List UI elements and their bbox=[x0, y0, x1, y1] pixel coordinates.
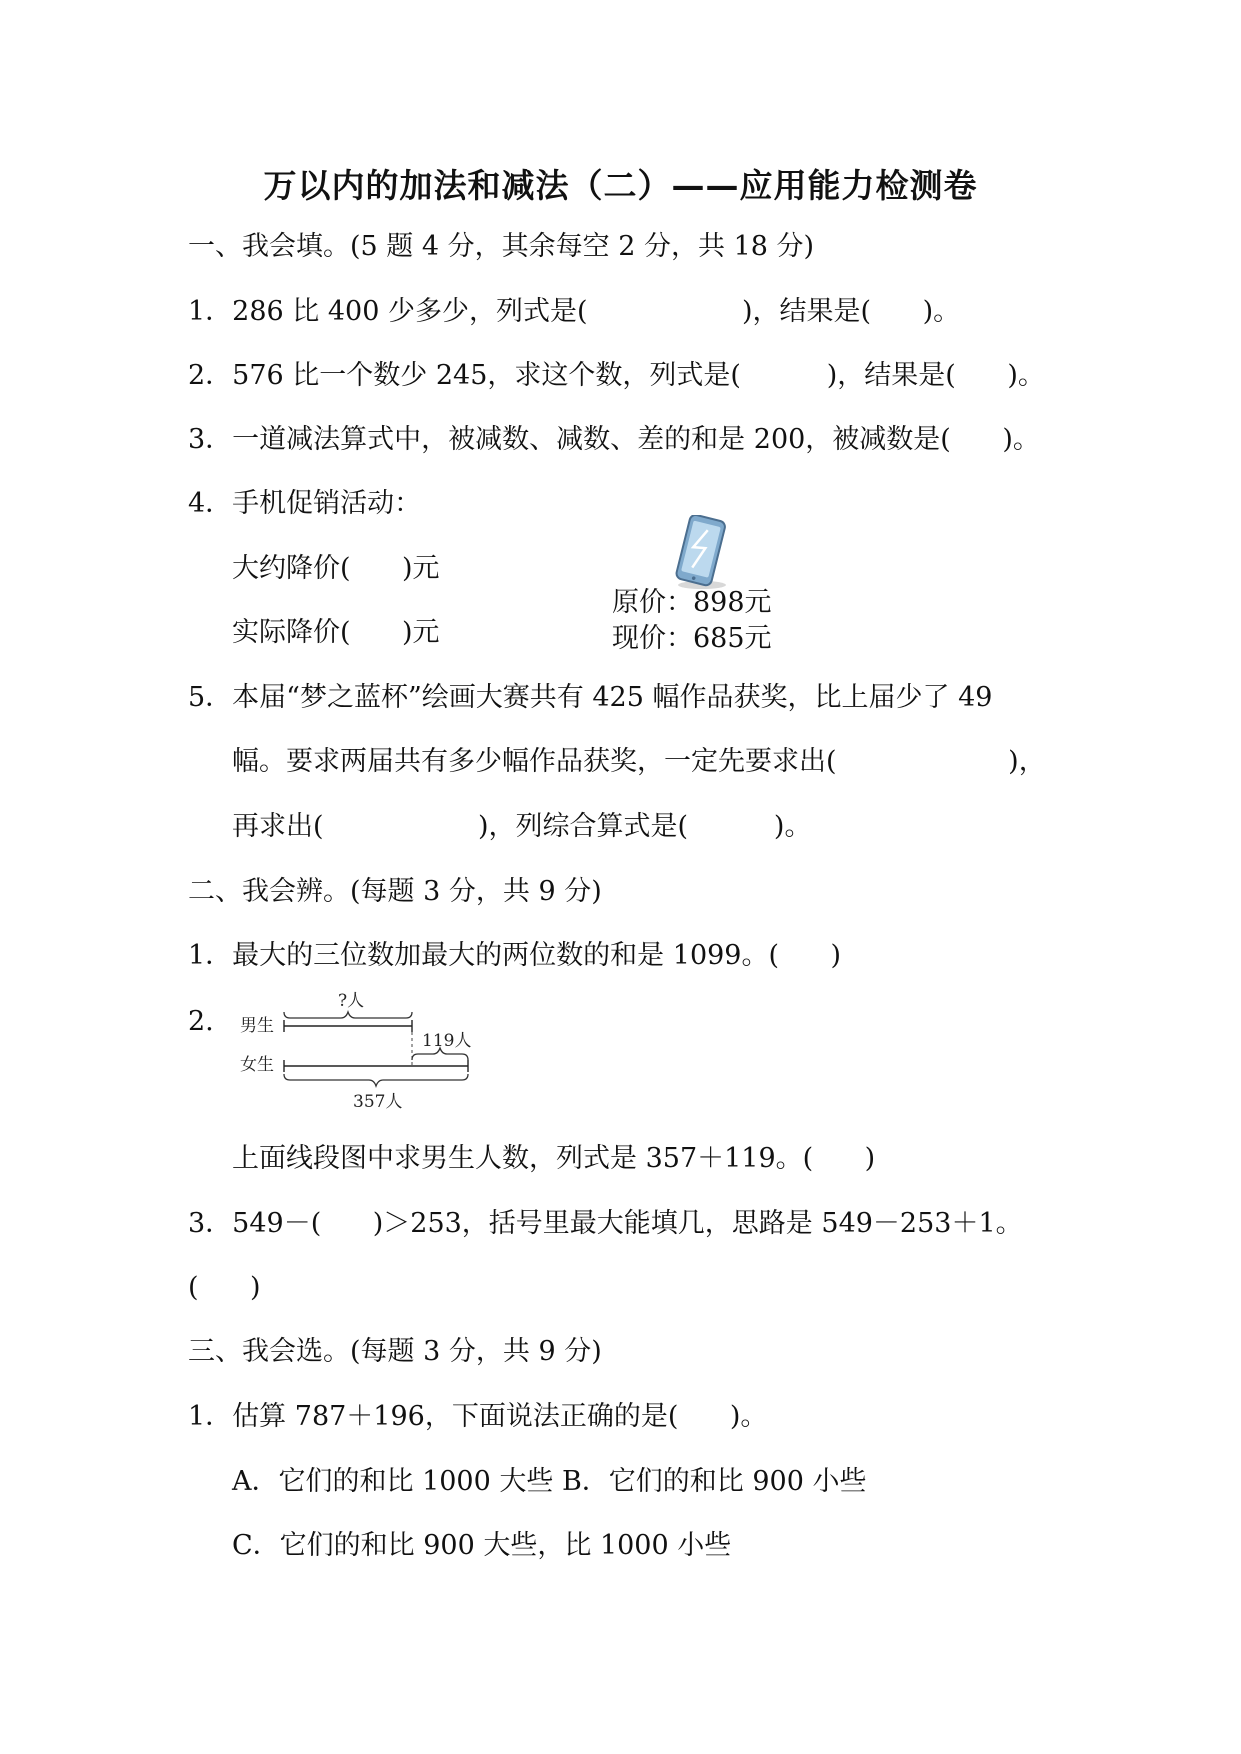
q4-current-price: 现价：685元 bbox=[612, 623, 772, 654]
section2-heading: 二、我会辨。(每题 3 分，共 9 分) bbox=[188, 876, 602, 907]
section2-question-2-number: 2. bbox=[188, 1006, 214, 1037]
q4-actual-discount: 实际降价( )元 bbox=[232, 617, 440, 648]
section2-question-3-answer: ( ) bbox=[188, 1272, 261, 1303]
line-segment-diagram bbox=[238, 990, 488, 1110]
section1-question-4: 4．手机促销活动： bbox=[188, 488, 422, 519]
section3-option-c: C．它们的和比 900 大些，比 1000 小些 bbox=[232, 1530, 732, 1561]
section1-question-5-line3: 再求出( )，列综合算式是( )。 bbox=[232, 811, 812, 842]
section2-question-2: 上面线段图中求男生人数，列式是 357＋119。( ) bbox=[232, 1143, 876, 1174]
section3-options-ab: A．它们的和比 1000 大些 B．它们的和比 900 小些 bbox=[232, 1466, 867, 1497]
section1-heading: 一、我会填。(5 题 4 分，其余每空 2 分，共 18 分) bbox=[188, 231, 815, 262]
diagram-question-label: ?人 bbox=[338, 991, 365, 1011]
section2-question-1: 1．最大的三位数加最大的两位数的和是 1099。( ) bbox=[188, 940, 842, 971]
boys-brace bbox=[284, 1012, 412, 1018]
girls-brace bbox=[284, 1074, 468, 1086]
phone-icon bbox=[668, 515, 732, 591]
section1-question-5-line1: 5．本届“梦之蓝杯”绘画大赛共有 425 幅作品获奖，比上届少了 49 bbox=[188, 682, 993, 713]
diagram-total-label: 357人 bbox=[353, 1092, 403, 1110]
section1-question-3: 3．一道减法算式中，被减数、减数、差的和是 200，被减数是( )。 bbox=[188, 424, 1040, 455]
q4-original-price: 原价：898元 bbox=[612, 587, 772, 618]
section3-question-1: 1．估算 787＋196，下面说法正确的是( )。 bbox=[188, 1401, 768, 1432]
diagram-difference-label: 119人 bbox=[422, 1031, 472, 1051]
section2-question-3: 3．549－( )＞253，括号里最大能填几，思路是 549－253＋1。 bbox=[188, 1208, 1023, 1239]
q4-approx-discount: 大约降价( )元 bbox=[232, 553, 440, 584]
section1-question-5-line2: 幅。要求两届共有多少幅作品获奖，一定先要求出( )， bbox=[232, 746, 1046, 777]
page-title: 万以内的加法和减法（二）——应用能力检测卷 bbox=[263, 166, 978, 205]
section1-question-1: 1．286 比 400 少多少，列式是( )，结果是( )。 bbox=[188, 296, 961, 327]
diagram-boy-label: 男生 bbox=[240, 1016, 274, 1036]
diagram-girl-label: 女生 bbox=[240, 1055, 274, 1075]
section3-heading: 三、我会选。(每题 3 分，共 9 分) bbox=[188, 1336, 602, 1367]
section1-question-2: 2．576 比一个数少 245，求这个数，列式是( )，结果是( )。 bbox=[188, 360, 1045, 391]
